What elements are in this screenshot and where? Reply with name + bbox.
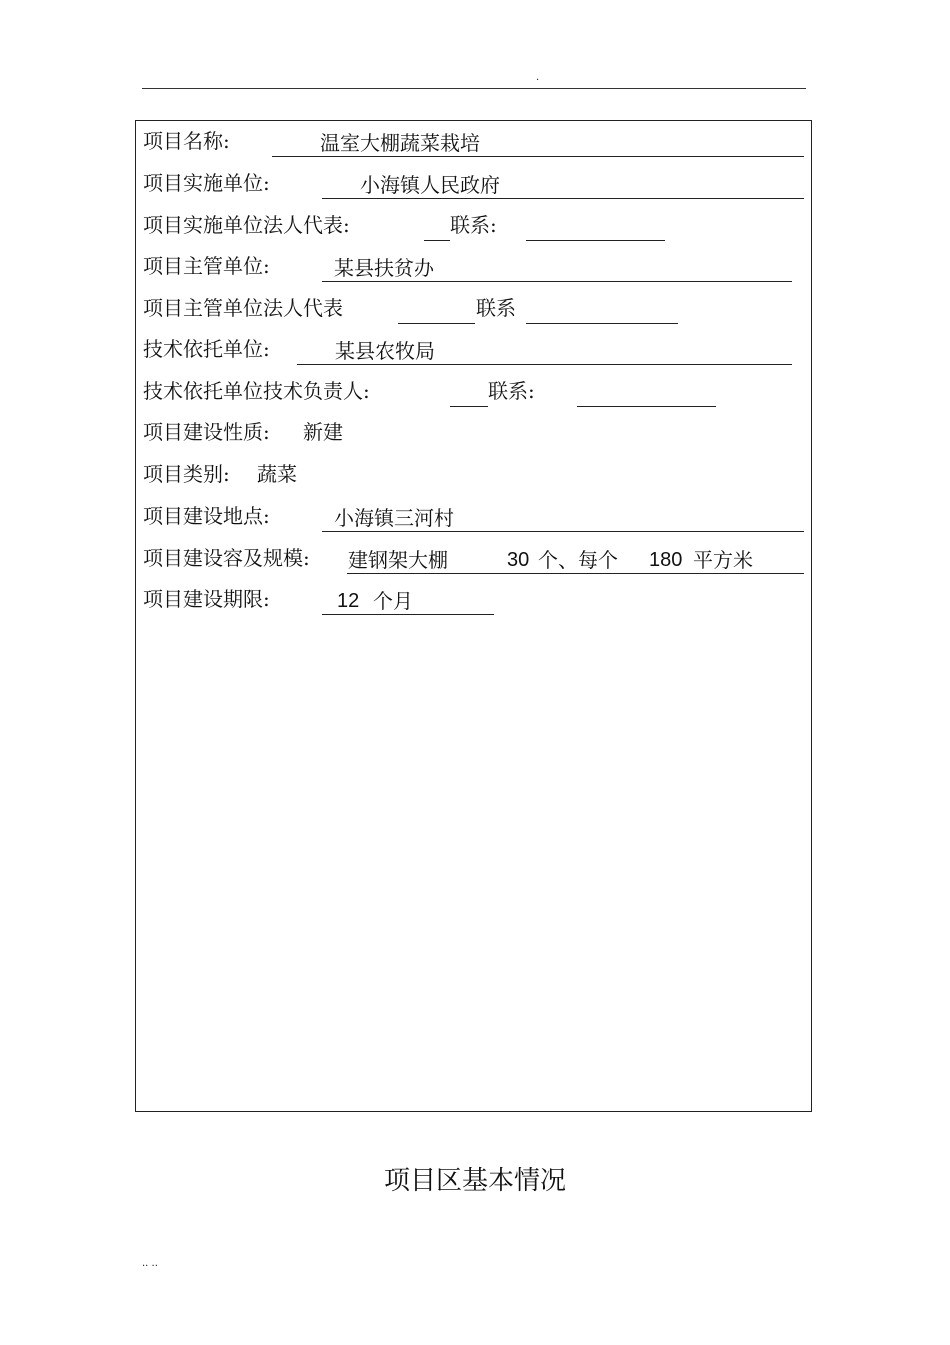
scale-value-part2: 个、每个 — [538, 548, 618, 572]
scale-label: 项目建设容及规模: — [143, 546, 310, 570]
project-name-value: 温室大棚蔬菜栽培 — [320, 131, 480, 155]
category-label: 项目类别: — [143, 462, 230, 486]
construction-nature-label: 项目建设性质: — [143, 420, 270, 444]
supervising-unit-label: 项目主管单位: — [143, 254, 270, 278]
supervising-legal-rep-field[interactable] — [398, 296, 475, 324]
supervising-unit-value: 某县扶贫办 — [334, 256, 434, 280]
technical-unit-value: 某县农牧局 — [335, 339, 435, 363]
header-dot: . — [536, 72, 540, 83]
section-title: 项目区基本情况 — [383, 1166, 566, 1196]
scale-value-part1: 建钢架大棚 — [348, 548, 448, 572]
supervising-contact-label: 联系 — [476, 296, 516, 320]
technical-contact-label: 联系: — [488, 379, 535, 403]
duration-field[interactable] — [322, 587, 494, 615]
implementing-unit-field[interactable] — [322, 171, 804, 199]
duration-months: 12 — [337, 590, 360, 612]
technical-unit-label: 技术依托单位: — [143, 337, 270, 361]
project-name-label: 项目名称: — [143, 129, 230, 153]
scale-count: 30 — [507, 549, 530, 571]
scale-field[interactable] — [347, 546, 804, 574]
duration-unit: 个月 — [373, 589, 413, 613]
supervising-unit-field[interactable] — [322, 254, 792, 282]
header-rule — [142, 88, 806, 89]
project-name-field[interactable] — [272, 129, 804, 157]
technical-unit-field[interactable] — [297, 337, 792, 365]
scale-value-part3: 平方米 — [693, 548, 753, 572]
supervising-legal-rep-label: 项目主管单位法人代表 — [143, 296, 343, 320]
implementing-unit-label: 项目实施单位: — [143, 171, 270, 195]
technical-lead-field[interactable] — [450, 379, 488, 407]
supervising-contact-field[interactable] — [526, 296, 678, 324]
scale-area: 180 — [649, 549, 683, 571]
construction-nature-value: 新建 — [303, 420, 343, 444]
implementing-contact-field[interactable] — [526, 213, 665, 241]
location-value: 小海镇三河村 — [334, 506, 454, 530]
technical-lead-label: 技术依托单位技术负责人: — [143, 379, 370, 403]
footer-dots: .. .. — [142, 1258, 158, 1269]
location-label: 项目建设地点: — [143, 504, 270, 528]
implementing-legal-rep-label: 项目实施单位法人代表: — [143, 213, 350, 237]
technical-contact-field[interactable] — [577, 379, 716, 407]
location-field[interactable] — [322, 504, 804, 532]
implementing-contact-label: 联系: — [450, 213, 497, 237]
duration-label: 项目建设期限: — [143, 587, 270, 611]
implementing-legal-rep-field[interactable] — [424, 213, 450, 241]
category-value: 蔬菜 — [257, 462, 297, 486]
implementing-unit-value: 小海镇人民政府 — [360, 173, 500, 197]
